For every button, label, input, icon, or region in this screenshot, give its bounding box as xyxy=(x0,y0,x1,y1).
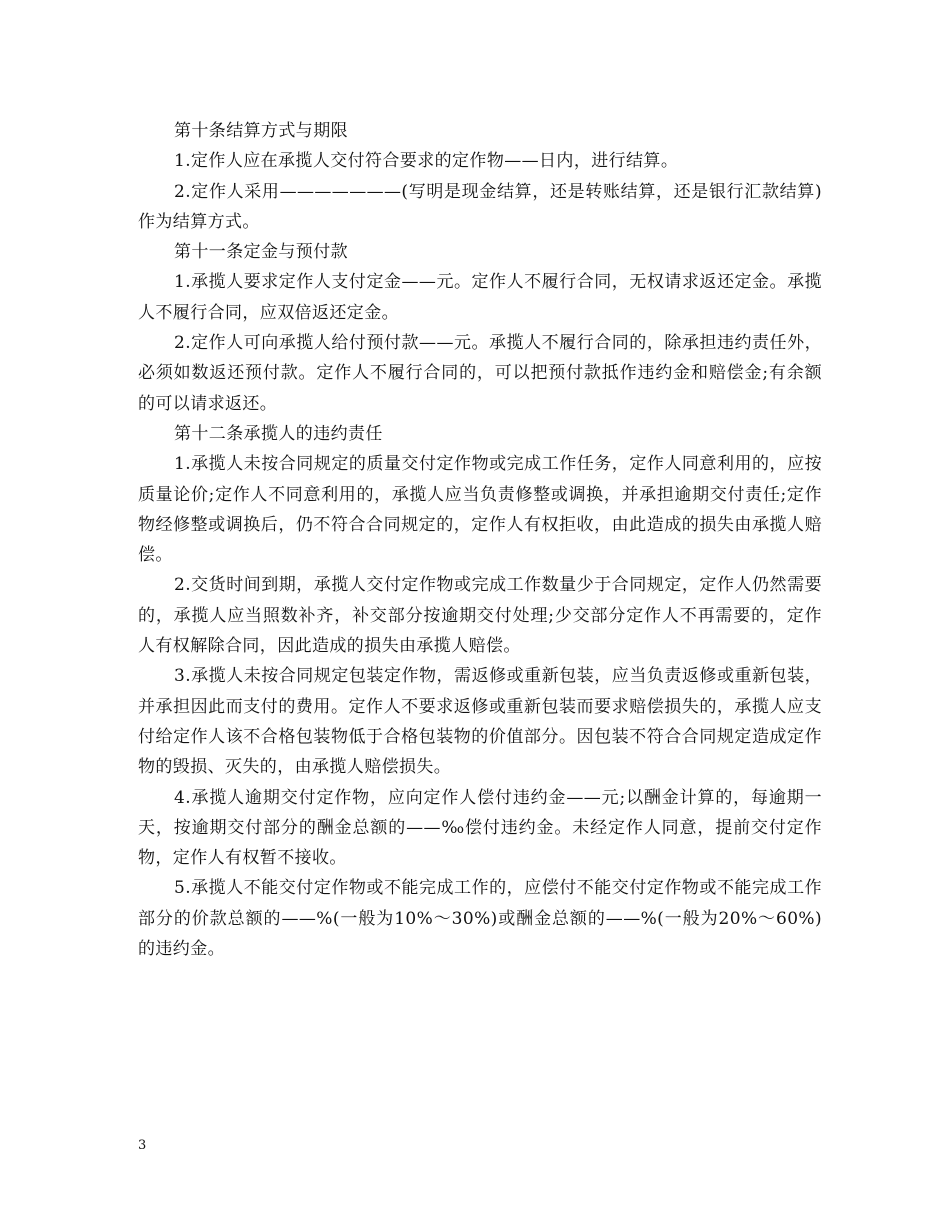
article-10-clause-2: 2.定作人采用———————(写明是现金结算，还是转账结算，还是银行汇款结算)作为结算方式。 xyxy=(138,181,822,232)
document-body xyxy=(138,116,822,964)
article-10-clause-1: 1.定作人应在承揽人交付符合要求的定作物——日内，进行结算。 xyxy=(174,151,679,172)
page-number: 3 xyxy=(138,1138,147,1153)
article-12-clause-3: 3.承揽人未按合同规定包装定作物，需返修或重新包装，应当负责返修或重新包装，并承担因此而支付的费用。定作人不要求返修或重新包装而要求赔偿损失的，承揽人应支付给定作人该不合格包装物低于合格包装物的价值部分。因包装不符合合同规定造成定作物的毁损、灭失的，由承揽人赔偿损失。 xyxy=(138,666,822,778)
article-12-clause-1: 1.承揽人未按合同规定的质量交付定作物或完成工作任务，定作人同意利用的，应按质量论价;定作人不同意利用的，承揽人应当负责修整或调换，并承担逾期交付责任;定作物经修整或调换后，仍不符合合同规定的，定作人有权拒收，由此造成的损失由承揽人赔偿。 xyxy=(138,454,822,566)
article-11-clause-1: 1.承揽人要求定作人支付定金——元。定作人不履行合同，无权请求返还定金。承揽人不履行合同，应双倍返还定金。 xyxy=(138,272,822,323)
article-11-clause-2: 2.定作人可向承揽人给付预付款——元。承揽人不履行合同的，除承担违约责任外，必须如数返还预付款。定作人不履行合同的，可以把预付款抵作违约金和赔偿金;有余额的可以请求返还。 xyxy=(138,333,822,414)
article-10-heading: 第十条结算方式与期限 xyxy=(174,121,348,141)
article-12-clause-2: 2.交货时间到期，承揽人交付定作物或完成工作数量少于合同规定，定作人仍然需要的，承揽人应当照数补齐，补交部分按逾期交付处理;少交部分定作人不再需要的，定作人有权解除合同，因此造成的损失由承揽人赔偿。 xyxy=(138,575,822,657)
article-12-heading: 第十二条承揽人的违约责任 xyxy=(174,423,383,444)
article-12-clause-5: 5.承揽人不能交付定作物或不能完成工作的，应偿付不能交付定作物或不能完成工作部分的价款总额的——%(一般为10%～30%)或酬金总额的——%(一般为20%～60%)的违约金。 xyxy=(138,878,822,960)
article-11-heading: 第十一条定金与预付款 xyxy=(174,242,348,263)
article-12-clause-4: 4.承揽人逾期交付定作物，应向定作人偿付违约金——元;以酬金计算的，每逾期一天，按逾期交付部分的酬金总额的——‰偿付违约金。未经定作人同意，提前交付定作物，定作人有权暂不接收。 xyxy=(138,787,822,869)
